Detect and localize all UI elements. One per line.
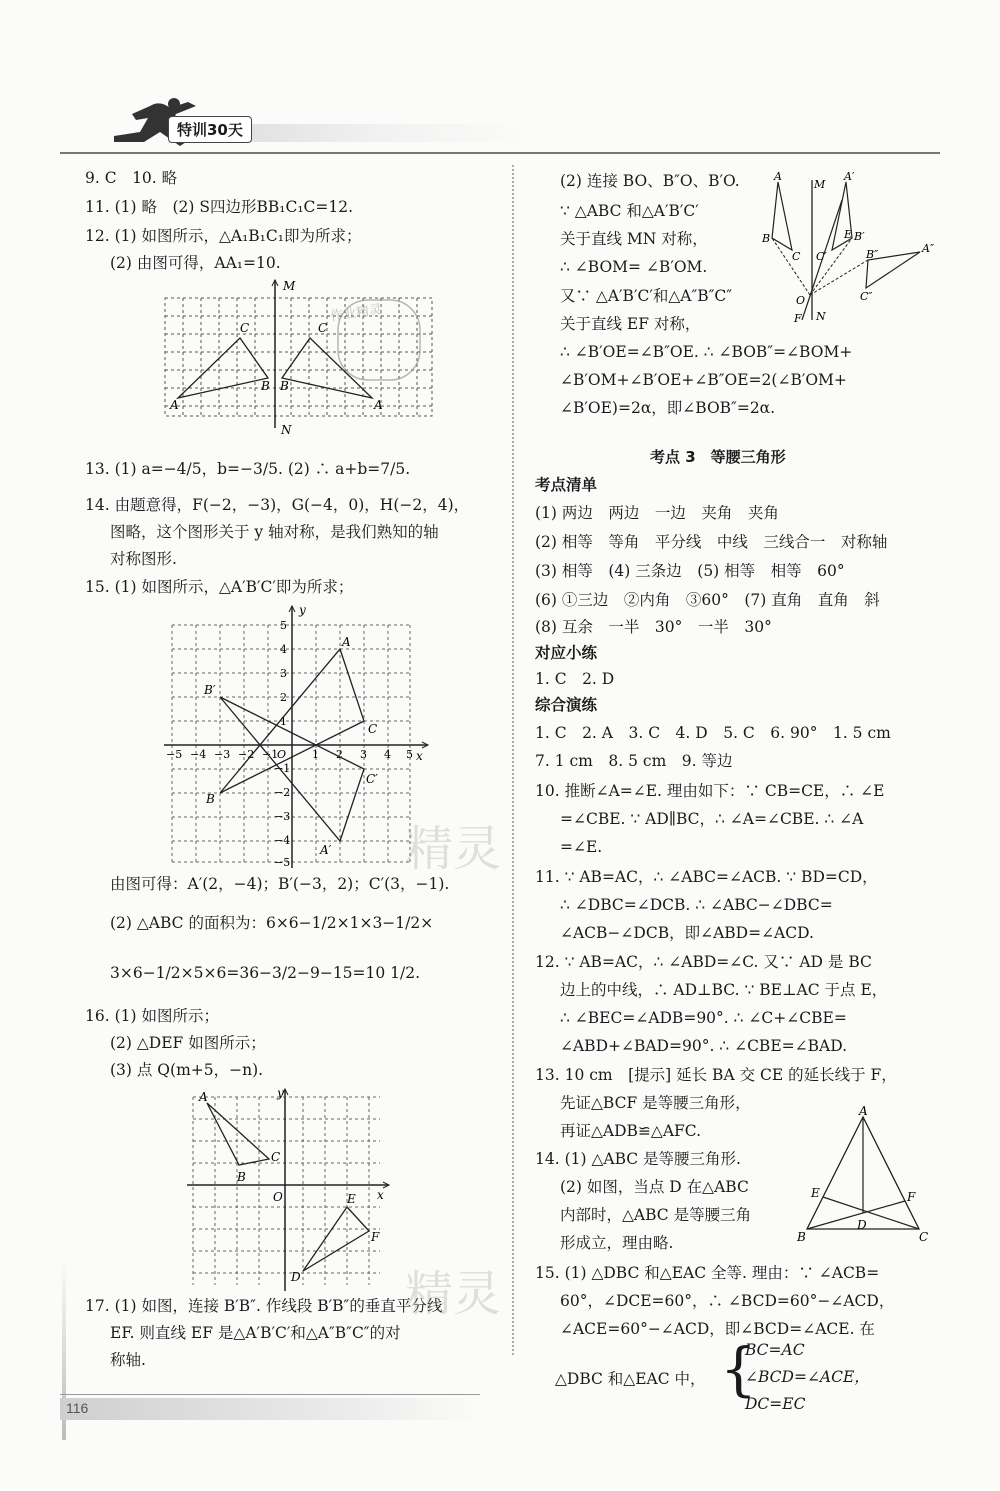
comp-answer-14d: 形成立，理由略. (560, 1234, 674, 1252)
answer-12-2: (2) 由图可得，AA₁=10. (110, 254, 281, 272)
figure-16-coordinate-grid (185, 1085, 395, 1295)
system-brace: { (720, 1335, 757, 1403)
answer-17-2-line3: 关于直线 MN 对称， (560, 230, 708, 248)
svg-text:2: 2 (280, 691, 287, 704)
system-line-2: ∠BCD=∠ACE， (745, 1368, 870, 1386)
comp-answer-11a: 11. ∵ AB=AC，∴ ∠ABC=∠ACB. ∵ BD=CD， (535, 868, 878, 886)
answer-15-1: 15. (1) 如图所示，△A′B′C′即为所求； (85, 578, 354, 596)
answer-12-1: 12. (1) 如图所示，△A₁B₁C₁即为所求； (85, 227, 362, 245)
svg-text:F: F (371, 1230, 380, 1244)
key-point-3: (3) 相等 (4) 三条边 (5) 相等 相等 60° (535, 562, 845, 580)
answer-15-2a: (2) △ABC 的面积为：6×6−1/2×1×3−1/2× (110, 914, 434, 932)
footer-bar (60, 1398, 480, 1420)
comp-answer-12d: ∠ABD+∠BAD=90°. ∴ ∠CBE=∠BAD. (560, 1037, 847, 1055)
answer-17-2-line5: 又∵ △A′B′C′和△A″B″C″ (560, 287, 733, 305)
key-point-2: (2) 相等 等角 平分线 中线 三线合一 对称轴 (535, 533, 888, 551)
svg-text:O: O (273, 1190, 283, 1204)
svg-text:A: A (859, 1105, 868, 1118)
svg-text:M: M (283, 279, 296, 293)
svg-text:x: x (416, 749, 423, 763)
svg-text:C′: C′ (366, 772, 378, 786)
answer-14-b: 图略，这个图形关于 y 轴对称，是我们熟知的轴 (110, 523, 439, 541)
system-line-1: BC=AC (745, 1341, 805, 1359)
svg-text:4: 4 (384, 748, 391, 761)
svg-text:1: 1 (280, 715, 287, 728)
svg-text:A: A (199, 1090, 208, 1104)
heading-practice: 对应小练 (535, 643, 598, 662)
column-divider (512, 165, 514, 1355)
svg-text:C: C (318, 321, 328, 335)
svg-text:A: A (170, 398, 179, 412)
key-point-5: (8) 互余 一半 30° 一半 30° (535, 618, 772, 636)
answer-15-2b: 3×6−1/2×5×6=36−3/2−9−15=10 1/2. (110, 964, 421, 982)
svg-text:A″: A″ (922, 242, 935, 255)
comp-answer-15d: △DBC 和△EAC 中， (555, 1370, 706, 1388)
comp-answer-13b: 先证△BCF 是等腰三角形， (560, 1094, 751, 1112)
comp-answer-15a: 15. (1) △DBC 和△EAC 全等. 理由：∵ ∠ACB= (535, 1264, 880, 1282)
svg-text:−3: −3 (274, 810, 291, 823)
svg-text:2: 2 (336, 748, 343, 761)
answer-13: 13. (1) a=−4/5，b=−3/5. (2) ∴ a+b=7/5. (85, 460, 411, 478)
header-rule (60, 152, 940, 154)
svg-text:−1: −1 (262, 748, 279, 761)
svg-text:1: 1 (312, 748, 319, 761)
svg-text:5: 5 (406, 748, 413, 761)
svg-text:C: C (919, 1230, 929, 1244)
svg-text:A: A (374, 398, 383, 412)
comp-answer-13a: 13. 10 cm [提示] 延长 BA 交 CE 的延长线于 F， (535, 1066, 897, 1084)
svg-text:B′: B′ (204, 683, 216, 697)
practice-answers: 1. C 2. D (535, 670, 615, 688)
svg-text:−4: −4 (190, 748, 207, 761)
comp-answer-13c: 再证△ADB≌△AFC. (560, 1122, 702, 1140)
svg-text:F: F (794, 312, 802, 325)
comp-answer-11b: ∴ ∠DBC=∠DCB. ∴ ∠ABC−∠DBC= (560, 896, 833, 914)
svg-text:B: B (797, 1230, 806, 1244)
figure-15-coordinate-grid (160, 600, 440, 870)
comp-answer-14b: (2) 如图，当点 D 在△ABC (560, 1178, 749, 1196)
svg-text:B: B (237, 1170, 246, 1184)
svg-text:B′: B′ (854, 230, 865, 243)
svg-text:−5: −5 (166, 748, 183, 761)
page-number: 116 (66, 1400, 89, 1416)
svg-text:A: A (342, 635, 351, 649)
comp-answer-11c: ∠ACB−∠DCB，即∠ABD=∠ACD. (560, 924, 814, 942)
answer-9-10: 9. C 10. 略 (85, 169, 178, 187)
svg-text:C: C (792, 250, 801, 263)
comp-answer-14c: 内部时，△ABC 是等腰三角 (560, 1206, 752, 1224)
figure-12-grid (160, 278, 440, 438)
answer-14-c: 对称图形. (110, 550, 177, 568)
heading-comprehensive: 综合演练 (535, 695, 598, 714)
comp-answer-10c: =∠E. (560, 838, 603, 856)
svg-text:B″: B″ (866, 248, 879, 261)
svg-text:E: E (347, 1192, 356, 1206)
watermark-text: 精灵 (405, 821, 502, 877)
svg-text:C: C (368, 722, 378, 736)
answer-17-2-line9: ∠B′OE)=2α，即∠BOB″=2α. (560, 399, 776, 417)
answer-17-2-line6: 关于直线 EF 对称， (560, 315, 701, 333)
answer-14-a: 14. 由题意得，F(−2，−3)，G(−4，0)，H(−2，4)， (85, 496, 470, 514)
answer-16-3: (3) 点 Q(m+5，−n). (110, 1061, 264, 1079)
svg-text:−2: −2 (274, 786, 291, 799)
figure-14-isosceles-triangle (795, 1105, 930, 1245)
svg-text:N: N (281, 423, 292, 437)
svg-text:−3: −3 (214, 748, 231, 761)
svg-text:D: D (857, 1218, 867, 1232)
svg-text:A′: A′ (320, 843, 332, 857)
key-point-4: (6) ①三边 ②内角 ③60° (7) 直角 直角 斜 (535, 591, 880, 609)
answer-17-2-line7: ∴ ∠B′OE=∠B″OE. ∴ ∠BOB″=∠BOM+ (560, 343, 853, 361)
comp-answer-1-6: 1. C 2. A 3. C 4. D 5. C 6. 90° 1. 5 cm (535, 724, 891, 742)
svg-text:F: F (907, 1190, 916, 1204)
answer-17-b: EF. 则直线 EF 是△A′B′C′和△A″B″C″的对 (110, 1324, 401, 1342)
watermark-text-2: 精灵 (405, 1266, 502, 1322)
comp-answer-12c: ∴ ∠BEC=∠ADB=90°. ∴ ∠C+∠CBE= (560, 1009, 847, 1027)
svg-text:y: y (277, 1086, 284, 1100)
svg-text:C: C (240, 321, 250, 335)
section-title-isosceles: 考点 3 等腰三角形 (650, 448, 786, 466)
svg-text:O: O (277, 748, 287, 761)
svg-text:5: 5 (280, 619, 287, 632)
svg-text:3: 3 (360, 748, 367, 761)
svg-text:C″: C″ (860, 290, 873, 303)
svg-text:−4: −4 (274, 834, 291, 847)
answer-15-coords: 由图可得：A′(2，−4)；B′(−3，2)；C′(3，−1). (110, 875, 450, 893)
answer-17-2-line4: ∴ ∠BOM= ∠B′OM. (560, 258, 708, 276)
svg-text:x: x (377, 1188, 384, 1202)
svg-text:N: N (816, 310, 826, 323)
answer-17-2-line2: ∵ △ABC 和△A′B′C′ (560, 202, 699, 220)
answer-11: 11. (1) 略 (2) S四边形BB₁C₁C=12. (85, 198, 354, 216)
svg-text:C′: C′ (816, 250, 827, 263)
answer-17-c: 称轴. (110, 1351, 146, 1369)
footer-rule (60, 1394, 480, 1395)
answer-17-a: 17. (1) 如图，连接 B′B″. 作线段 B′B″的垂直平分线 (85, 1297, 443, 1315)
svg-text:3: 3 (280, 667, 287, 680)
comp-answer-15b: 60°，∠DCE=60°，∴ ∠BCD=60°−∠ACD， (560, 1292, 895, 1310)
header-banner (60, 118, 940, 158)
header-badge: 特训30天 (168, 116, 252, 143)
svg-text:−5: −5 (274, 856, 291, 869)
answer-17-2-line1: (2) 连接 BO、B″O、B′O. (560, 172, 740, 190)
answer-16-1: 16. (1) 如图所示； (85, 1007, 219, 1025)
watermark-stamp: 作业精灵 (329, 302, 384, 325)
svg-text:B: B (206, 792, 215, 806)
key-point-1: (1) 两边 两边 一边 夹角 夹角 (535, 504, 779, 522)
svg-text:M: M (814, 178, 826, 191)
comp-answer-14a: 14. (1) △ABC 是等腰三角形. (535, 1150, 741, 1168)
comp-answer-12b: 边上的中线，∴ AD⊥BC. ∵ BE⊥AC 于点 E， (560, 981, 888, 999)
system-line-3: DC=EC (745, 1395, 806, 1413)
comp-answer-10b: =∠CBE. ∵ AD∥BC，∴ ∠A=∠CBE. ∴ ∠A (560, 810, 864, 828)
answer-16-2: (2) △DEF 如图所示； (110, 1034, 266, 1052)
comp-answer-15c: ∠ACE=60°−∠ACD，即∠BCD=∠ACE. 在 (560, 1320, 875, 1338)
svg-text:4: 4 (280, 643, 287, 656)
answer-17-2-line8: ∠B′OM+∠B′OE+∠B″OE=2(∠B′OM+ (560, 371, 847, 389)
svg-text:E: E (811, 1186, 820, 1200)
comp-answer-10a: 10. 推断∠A=∠E. 理由如下：∵ CB=CE，∴ ∠E (535, 782, 885, 800)
comp-answer-7-9: 7. 1 cm 8. 5 cm 9. 等边 (535, 752, 733, 770)
svg-text:A: A (774, 170, 782, 183)
svg-text:−2: −2 (238, 748, 255, 761)
svg-text:B: B (261, 379, 270, 393)
svg-text:C: C (271, 1150, 281, 1164)
heading-key-points: 考点清单 (535, 475, 598, 494)
comp-answer-12a: 12. ∵ AB=AC，∴ ∠ABD=∠C. 又∵ AD 是 BC (535, 953, 872, 971)
svg-text:B: B (280, 379, 289, 393)
svg-text:−1: −1 (274, 762, 291, 775)
svg-text:B: B (762, 232, 771, 245)
svg-text:O: O (796, 294, 806, 307)
svg-text:E: E (844, 228, 853, 241)
svg-text:D: D (291, 1270, 301, 1284)
svg-text:y: y (299, 603, 306, 617)
svg-text:A′: A′ (844, 170, 855, 183)
figure-17-symmetry (762, 170, 952, 330)
